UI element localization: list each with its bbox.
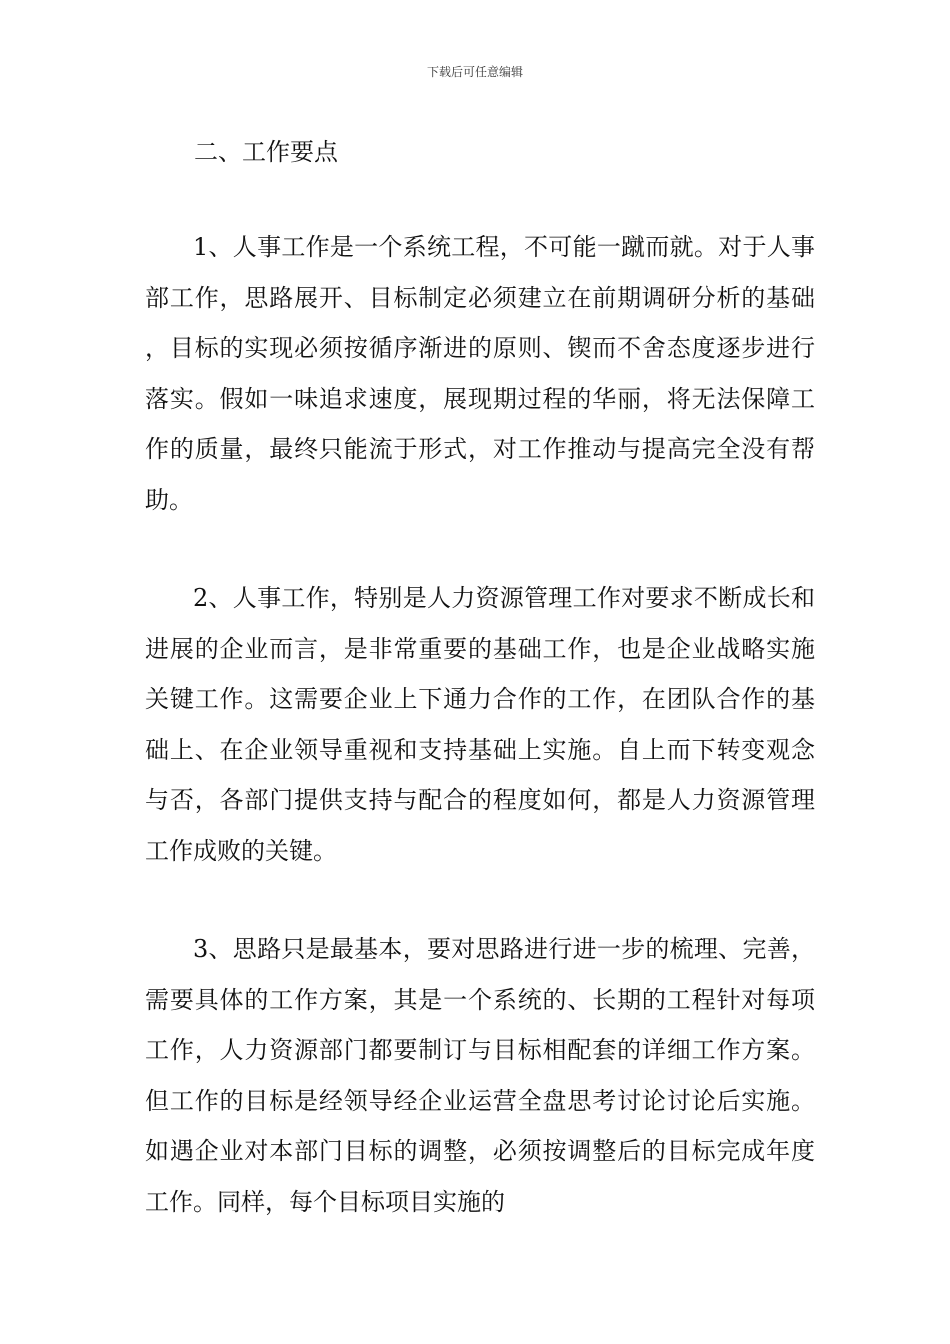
section-heading: 二、工作要点 — [194, 138, 338, 166]
paragraph-1: 1、人事工作是一个系统工程，不可能一蹴而就。对于人事部工作，思路展开、目标制定必须建立在前期调研分析的基础，目标的实现必须按循序渐进的原则、锲而不舍态度逐步进行落实。假如一味追求速度，展现期过程的华丽，将无法保障工作的质量，最终只能流于形式，对工作推动与提高完全没有帮助。 — [145, 233, 815, 514]
paragraph-3: 3、思路只是最基本，要对思路进行进一步的梳理、完善，需要具体的工作方案，其是一个系统的、长期的工程针对每项工作，人力资源部门都要制订与目标相配套的详细工作方案。但工作的目标是经领导经企业运营全盘思考讨论讨论后实施。如遇企业对本部门目标的调整，必须按调整后的目标完成年度工作。同样，每个目标项目实施的 — [145, 935, 815, 1216]
paragraph-2: 2、人事工作，特别是人力资源管理工作对要求不断成长和进展的企业而言，是非常重要的基础工作，也是企业战略实施关键工作。这需要企业上下通力合作的工作，在团队合作的基础上、在企业领导重视和支持基础上实施。自上而下转变观念与否，各部门提供支持与配合的程度如何，都是人力资源管理工作成败的关键。 — [145, 584, 815, 865]
page-header-note: 下载后可任意编辑 — [426, 65, 523, 79]
